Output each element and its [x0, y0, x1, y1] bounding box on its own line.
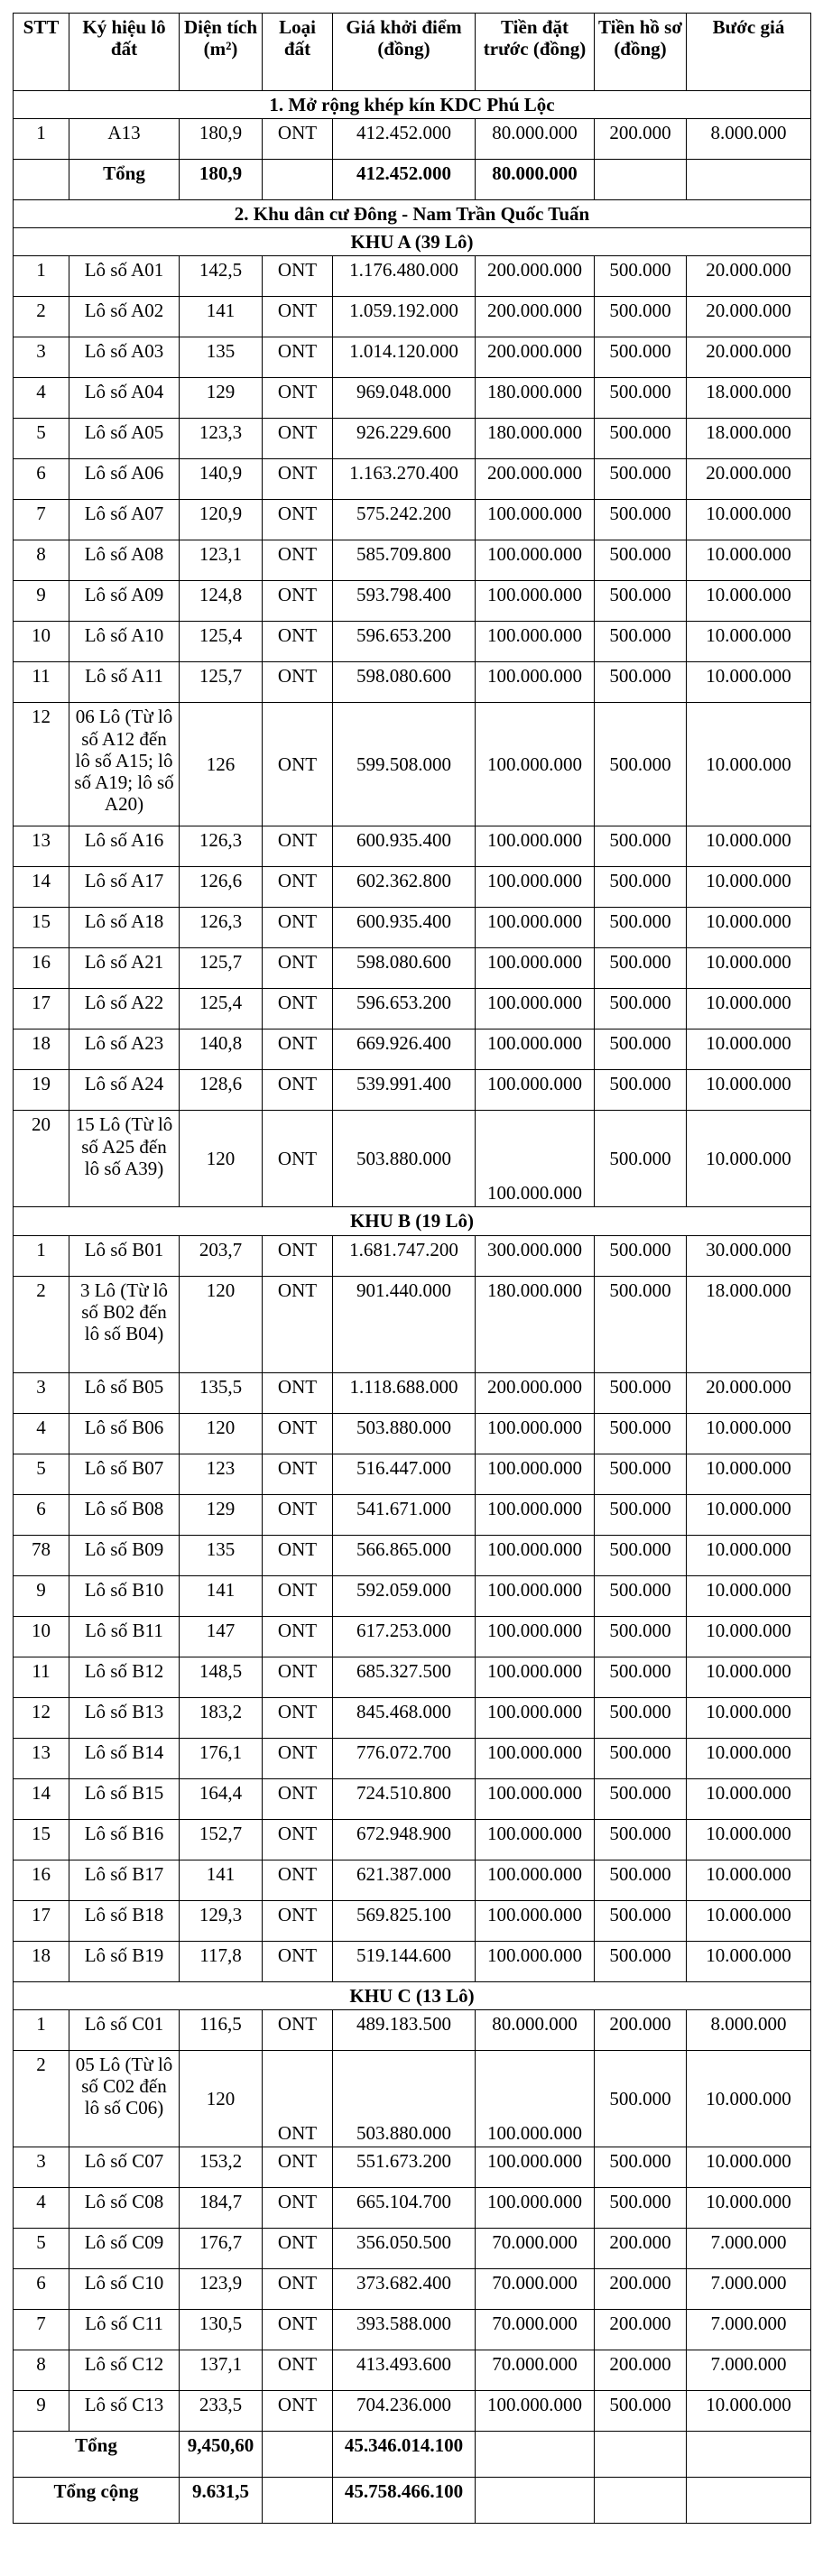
table-row: 4 Lô số B06 120 ONT 503.880.000 100.000.000 500.000 10.000.000	[14, 1413, 811, 1454]
table-row: 16 Lô số A21 125,7 ONT 598.080.600 100.000.000 500.000 10.000.000	[14, 948, 811, 989]
table-row: 19 Lô số A24 128,6 ONT 539.991.400 100.000.000 500.000 10.000.000	[14, 1070, 811, 1111]
table-row: 5 Lô số B07 123 ONT 516.447.000 100.000.000 500.000 10.000.000	[14, 1454, 811, 1494]
table-row: 3 Lô số A03 135 ONT 1.014.120.000 200.000.000 500.000 20.000.000	[14, 337, 811, 378]
table-row: 18 Lô số B19 117,8 ONT 519.144.600 100.000.000 500.000 10.000.000	[14, 1941, 811, 1981]
section-2-title: 2. Khu dân cư Đông - Nam Trần Quốc Tuấn	[14, 200, 811, 228]
table-row: 6 Lô số A06 140,9 ONT 1.163.270.400 200.000.000 500.000 20.000.000	[14, 459, 811, 500]
group-row: 2 3 Lô (Từ lô số B02 đến lô số B04) 120 ONT 901.440.000 180.000.000 500.000 18.000.000	[14, 1276, 811, 1372]
table-row: 8 Lô số A08 123,1 ONT 585.709.800 100.000.000 500.000 10.000.000	[14, 540, 811, 581]
table-row: 18 Lô số A23 140,8 ONT 669.926.400 100.000.000 500.000 10.000.000	[14, 1029, 811, 1070]
table-row: 5 Lô số A05 123,3 ONT 926.229.600 180.000.000 500.000 18.000.000	[14, 419, 811, 459]
table-row: 17 Lô số B18 129,3 ONT 569.825.100 100.000.000 500.000 10.000.000	[14, 1900, 811, 1941]
table-row: 2 Lô số A02 141 ONT 1.059.192.000 200.000.000 500.000 20.000.000	[14, 297, 811, 337]
table-row: 6 Lô số B08 129 ONT 541.671.000 100.000.000 500.000 10.000.000	[14, 1494, 811, 1535]
table-row: 17 Lô số A22 125,4 ONT 596.653.200 100.000.000 500.000 10.000.000	[14, 989, 811, 1029]
table-row: 78 Lô số B09 135 ONT 566.865.000 100.000.000 500.000 10.000.000	[14, 1535, 811, 1575]
table-row: 1 Lô số C01 116,5 ONT 489.183.500 80.000.000 200.000 8.000.000	[14, 2009, 811, 2050]
table-row: 11 Lô số B12 148,5 ONT 685.327.500 100.000.000 500.000 10.000.000	[14, 1657, 811, 1697]
section-1-total-row: Tổng 180,9 412.452.000 80.000.000	[14, 160, 811, 200]
group-row: 20 15 Lô (Từ lô số A25 đến lô số A39) 120 ONT 503.880.000 100.000.000 500.000 10.000.000	[14, 1111, 811, 1207]
khu-b-title: KHU B (19 Lô)	[14, 1207, 811, 1235]
col-deposit: Tiền đặt trước (đồng)	[476, 14, 595, 91]
col-stt: STT	[14, 14, 69, 91]
table-row: 1 Lô số B01 203,7 ONT 1.681.747.200 300.000.000 500.000 30.000.000	[14, 1235, 811, 1276]
table-row: 4 Lô số A04 129 ONT 969.048.000 180.000.000 500.000 18.000.000	[14, 378, 811, 419]
table-row: 5 Lô số C09 176,7 ONT 356.050.500 70.000.000 200.000 7.000.000	[14, 2228, 811, 2268]
table-row: 13 Lô số A16 126,3 ONT 600.935.400 100.000.000 500.000 10.000.000	[14, 826, 811, 867]
khu-a-title: KHU A (39 Lô)	[14, 228, 811, 256]
table-row: 7 Lô số A07 120,9 ONT 575.242.200 100.000.000 500.000 10.000.000	[14, 500, 811, 540]
col-start-price: Giá khởi điểm (đồng)	[333, 14, 476, 91]
group-row: 12 06 Lô (Từ lô số A12 đến lô số A15; lô số A19; lô số A20) 126 ONT 599.508.000 100.000.000 500.000 10.000.000	[14, 703, 811, 826]
col-lot-code: Ký hiệu lô đất	[69, 14, 180, 91]
table-row: 10 Lô số A10 125,4 ONT 596.653.200 100.000.000 500.000 10.000.000	[14, 622, 811, 662]
section-2-total-row: Tổng 9,450,60 45.346.014.100	[14, 2431, 811, 2477]
table-row: 12 Lô số B13 183,2 ONT 845.468.000 100.000.000 500.000 10.000.000	[14, 1697, 811, 1738]
table-row: 9 Lô số A09 124,8 ONT 593.798.400 100.000.000 500.000 10.000.000	[14, 581, 811, 622]
col-file-fee: Tiền hồ sơ (đồng)	[595, 14, 687, 91]
table-row: 6 Lô số C10 123,9 ONT 373.682.400 70.000.000 200.000 7.000.000	[14, 2268, 811, 2309]
table-row: 15 Lô số A18 126,3 ONT 600.935.400 100.000.000 500.000 10.000.000	[14, 908, 811, 948]
table-row: 7 Lô số C11 130,5 ONT 393.588.000 70.000.000 200.000 7.000.000	[14, 2309, 811, 2350]
grand-total-row: Tổng cộng 9.631,5 45.758.466.100	[14, 2477, 811, 2523]
table-row: 3 Lô số B05 135,5 ONT 1.118.688.000 200.000.000 500.000 20.000.000	[14, 1372, 811, 1413]
table-row: 1 Lô số A01 142,5 ONT 1.176.480.000 200.000.000 500.000 20.000.000	[14, 256, 811, 297]
table-row: 14 Lô số B15 164,4 ONT 724.510.800 100.000.000 500.000 10.000.000	[14, 1778, 811, 1819]
table-row: 4 Lô số C08 184,7 ONT 665.104.700 100.000.000 500.000 10.000.000	[14, 2187, 811, 2228]
table-row: 13 Lô số B14 176,1 ONT 776.072.700 100.000.000 500.000 10.000.000	[14, 1738, 811, 1778]
table-row: 9 Lô số B10 141 ONT 592.059.000 100.000.000 500.000 10.000.000	[14, 1575, 811, 1616]
col-bid-step: Bước giá	[687, 14, 811, 91]
table-row: 3 Lô số C07 153,2 ONT 551.673.200 100.000.000 500.000 10.000.000	[14, 2147, 811, 2187]
table-row: 9 Lô số C13 233,5 ONT 704.236.000 100.000.000 500.000 10.000.000	[14, 2390, 811, 2431]
table-row: 16 Lô số B17 141 ONT 621.387.000 100.000.000 500.000 10.000.000	[14, 1860, 811, 1900]
col-land-type: Loại đất	[263, 14, 333, 91]
auction-lot-table	[13, 13, 811, 2524]
table-row: 15 Lô số B16 152,7 ONT 672.948.900 100.000.000 500.000 10.000.000	[14, 1819, 811, 1860]
table-row: 11 Lô số A11 125,7 ONT 598.080.600 100.000.000 500.000 10.000.000	[14, 662, 811, 703]
table-row: 10 Lô số B11 147 ONT 617.253.000 100.000.000 500.000 10.000.000	[14, 1616, 811, 1657]
col-area: Diện tích (m²)	[180, 14, 263, 91]
section-1-title: 1. Mở rộng khép kín KDC Phú Lộc	[14, 91, 811, 119]
table-row: 1 A13 180,9 ONT 412.452.000 80.000.000 200.000 8.000.000	[14, 119, 811, 160]
table-row: 14 Lô số A17 126,6 ONT 602.362.800 100.000.000 500.000 10.000.000	[14, 867, 811, 908]
table-row: 8 Lô số C12 137,1 ONT 413.493.600 70.000.000 200.000 7.000.000	[14, 2350, 811, 2390]
khu-c-title: KHU C (13 Lô)	[14, 1981, 811, 2009]
header-row	[14, 14, 811, 91]
group-row: 2 05 Lô (Từ lô số C02 đến lô số C06) 120 ONT 503.880.000 100.000.000 500.000 10.000.000	[14, 2050, 811, 2147]
